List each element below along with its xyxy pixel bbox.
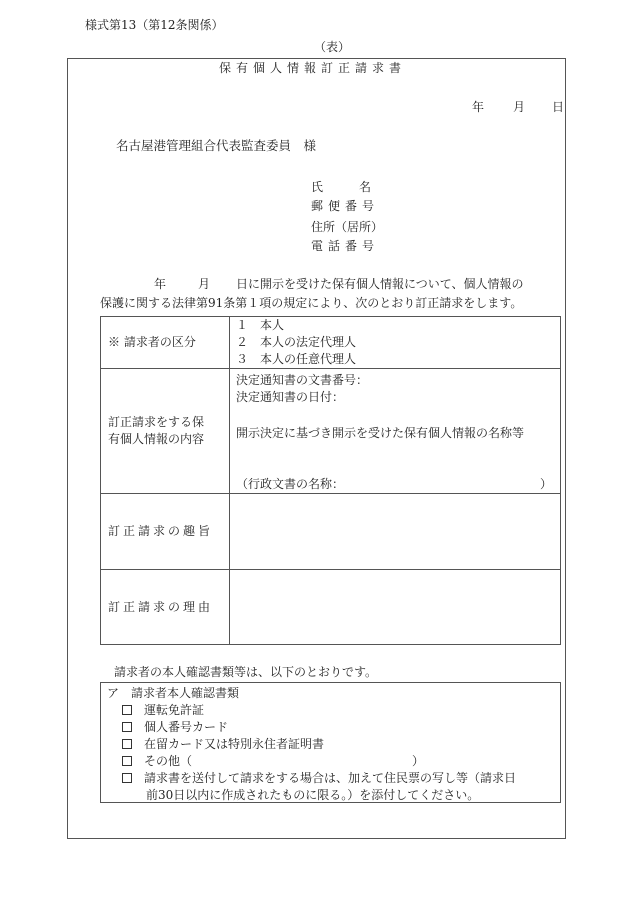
category-options: [230, 317, 561, 369]
addressee: 名古屋港管理組合代表監査委員 様: [116, 138, 317, 153]
admin-doc-name-line: [236, 476, 560, 493]
form-number: 様式第13（第12条関係）: [85, 18, 224, 32]
content-label: [101, 369, 230, 494]
drivers-license-label: 運転免許証: [144, 703, 205, 717]
purpose-label: 訂正請求の趣旨: [101, 494, 230, 570]
category-option-legal-agent: ２ 本人の法定代理人: [236, 335, 357, 349]
other-close: ）: [412, 754, 425, 768]
requester-address-label: 住所（居所）: [311, 220, 384, 234]
category-option-voluntary-agent: ３ 本人の任意代理人: [236, 352, 357, 366]
content-label-line2: 有個人情報の内容: [108, 432, 205, 446]
content-cell: [230, 369, 561, 494]
name-info-label: 開示決定に基づき開示を受けた保有個人情報の名称等: [236, 426, 525, 440]
requester-postal-label: 郵便番号: [311, 199, 380, 213]
requester-name-label: 氏 名: [311, 180, 372, 194]
id-docs-box: [100, 682, 561, 803]
id-docs-heading: ア 請求者本人確認書類: [107, 686, 240, 700]
id-docs-intro: 請求者の本人確認書類等は、以下のとおりです。: [114, 665, 378, 679]
id-doc-residence-card: [122, 738, 324, 750]
other-label: その他（: [144, 754, 193, 768]
intro-line1-text: 日に開示を受けた保有個人情報について、個人情報の: [236, 277, 524, 291]
side-label: （表）: [314, 40, 351, 54]
intro-line2: 保護に関する法律第91条第１項の規定により、次のとおり訂正請求をします。: [100, 296, 523, 310]
date-month: 月: [513, 100, 526, 114]
admin-doc-name-label: （行政文書の名称：: [236, 477, 345, 491]
mail-line2: 前30日以内に作成されたものに限る。）を添付してください。: [146, 788, 480, 802]
other-checkbox[interactable]: [122, 756, 132, 766]
form-title: 保有個人情報訂正請求書: [219, 61, 407, 75]
reason-field[interactable]: [230, 570, 561, 645]
id-doc-my-number-card: [122, 721, 228, 733]
my-number-card-checkbox[interactable]: [122, 722, 132, 732]
category-option-self: １ 本人: [236, 318, 285, 332]
category-label: ※ 請求者の区分: [101, 317, 230, 369]
doc-number-label: 決定通知書の文書番号：: [236, 373, 369, 387]
purpose-field[interactable]: [230, 494, 561, 570]
date-year: 年: [472, 100, 485, 114]
date-day: 日: [552, 100, 565, 114]
mail-checkbox[interactable]: [122, 773, 132, 783]
request-table: [100, 316, 561, 645]
admin-doc-name-close: ）: [539, 477, 552, 491]
intro-month: 月: [198, 277, 211, 291]
residence-card-checkbox[interactable]: [122, 739, 132, 749]
content-label-line1: 訂正請求をする保: [108, 415, 205, 429]
drivers-license-checkbox[interactable]: [122, 705, 132, 715]
residence-card-label: 在留カード又は特別永住者証明書: [144, 737, 325, 751]
reason-label: 訂正請求の理由: [101, 570, 230, 645]
id-doc-drivers-license: [122, 704, 204, 716]
intro-year: 年: [154, 277, 167, 291]
mail-line1: 請求書を送付して請求をする場合は、加えて住民票の写し等（請求日: [144, 771, 517, 785]
doc-date-label: 決定通知書の日付：: [236, 390, 345, 404]
my-number-card-label: 個人番号カード: [144, 720, 229, 734]
id-doc-other: [122, 755, 192, 767]
requester-phone-label: 電話番号: [311, 239, 380, 253]
id-doc-mail: [122, 772, 516, 784]
